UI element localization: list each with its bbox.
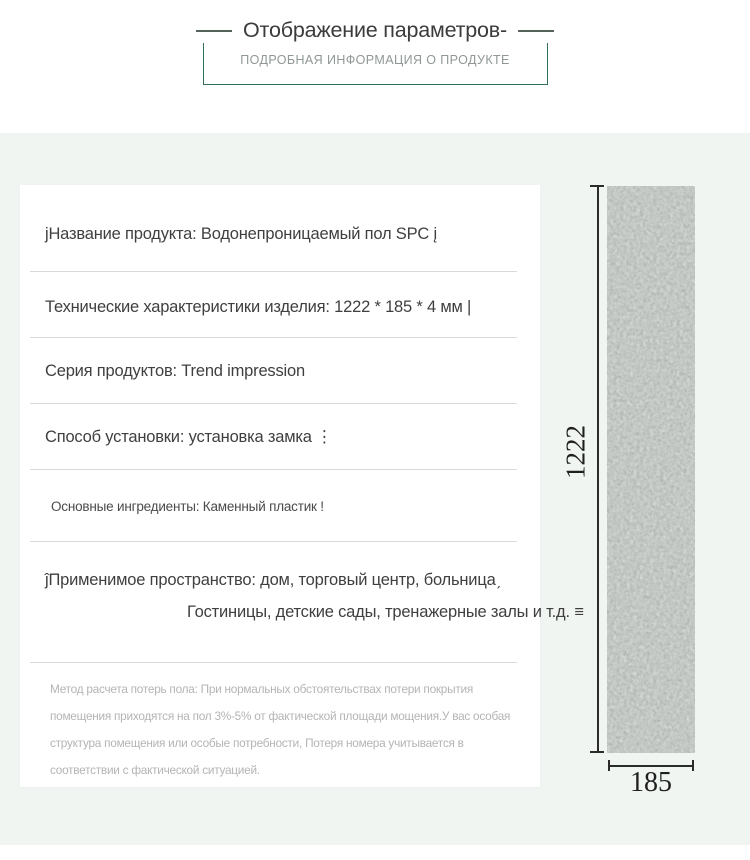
spec-installation: Способ установки: установка замка ⋮ — [45, 428, 333, 446]
page-title: Отображение параметров- — [243, 18, 507, 42]
divider — [30, 469, 517, 470]
height-dimension-cap-bottom — [590, 751, 604, 753]
width-dimension-cap-left — [608, 760, 610, 771]
height-dimension-line — [597, 186, 599, 753]
divider — [30, 337, 517, 338]
plank-texture — [607, 186, 695, 753]
spec-card — [20, 185, 584, 787]
spec-series: Серия продуктов: Trend impression — [45, 362, 305, 380]
spec-ingredients: Основные ингредиенты: Каменный пластик ! — [51, 499, 324, 514]
divider — [30, 541, 517, 542]
plank-height-label: 1222 — [560, 425, 591, 479]
spec-space-line2: Гостиницы, детские сады, тренажерные залы и т.д. ≡ — [187, 603, 584, 621]
spec-dimensions: Технические характеристики изделия: 1222 * 185 * 4 мм | — [45, 298, 472, 316]
plank-width-label: 185 — [630, 767, 672, 798]
spec-space-line1: ĵПрименимое пространство: дом, торговый центр, больницаˏ — [45, 571, 501, 589]
divider — [30, 662, 517, 663]
divider — [30, 271, 517, 272]
divider — [30, 403, 517, 404]
plank-image — [607, 186, 695, 753]
height-dimension-cap-top — [590, 185, 604, 187]
floor-loss-note: Метод расчета потерь пола: При нормальных обстоятельствах потери покрытия помещения приходятся на пол 3%-5% от фактической площади мощения.У вас особая структура помещения или особые потребности, Потеря номера учитывается в соответствии с фактической ситуацией. — [50, 682, 511, 777]
page-subtitle: ПОДРОБНАЯ ИНФОРМАЦИЯ О ПРОДУКТЕ — [240, 53, 510, 67]
page-title-wrap — [192, 18, 558, 43]
spec-product-name: jНазвание продукта: Водонепроницаемый пол SPC į — [45, 225, 437, 243]
width-dimension-cap-right — [692, 760, 694, 771]
